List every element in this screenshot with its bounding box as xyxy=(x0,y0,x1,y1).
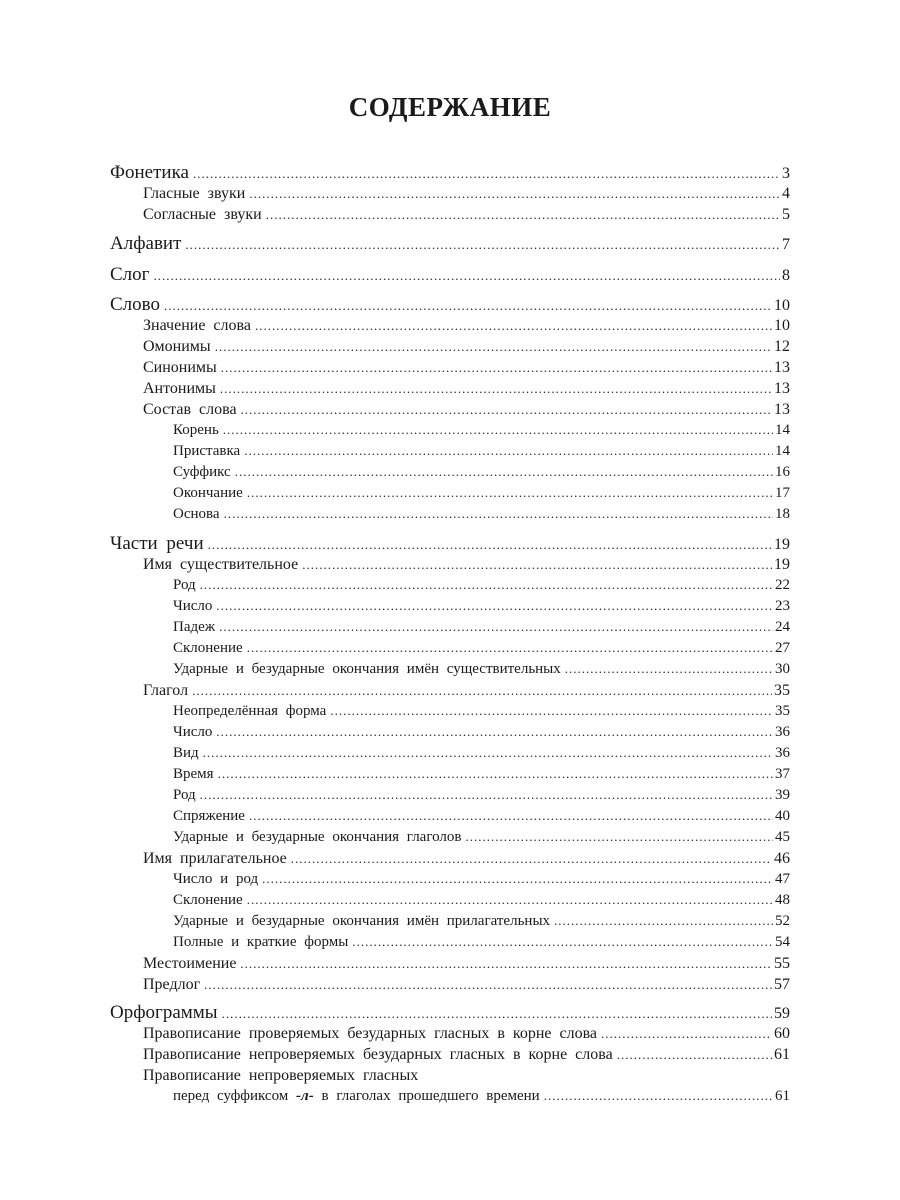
toc-page-number: 36 xyxy=(775,745,790,761)
toc-entry-label: Ударные и безударные окончания имён прилагательных xyxy=(173,913,551,929)
toc-entry xyxy=(173,703,790,725)
label-part: в глаголах прошедшего времени xyxy=(321,1088,540,1104)
toc-page-number: 7 xyxy=(782,236,790,253)
dot-leader xyxy=(200,577,773,593)
toc-entry-label: Слог xyxy=(110,264,150,285)
dot-leader xyxy=(244,443,773,459)
toc-page-number: 39 xyxy=(775,787,790,803)
toc-page-number: 40 xyxy=(775,808,790,824)
toc-page-number: 14 xyxy=(775,422,790,438)
dot-leader xyxy=(224,506,773,522)
toc-entry-label: Полные и краткие формы xyxy=(173,934,349,950)
toc-page-number: 10 xyxy=(774,317,790,334)
toc-entry-label: Склонение xyxy=(173,892,243,908)
toc-entry xyxy=(143,317,790,339)
dot-leader xyxy=(247,640,773,656)
toc-entry-label: Ударные и безударные окончания глаголов xyxy=(173,829,462,845)
toc-entry xyxy=(173,766,790,788)
toc-entry xyxy=(143,1025,790,1047)
dot-leader xyxy=(249,808,773,824)
toc-entry xyxy=(173,619,790,641)
dot-leader xyxy=(219,619,773,635)
label-part: перед суффиксом xyxy=(173,1088,289,1104)
dot-leader xyxy=(220,381,772,397)
dot-leader xyxy=(291,851,772,867)
toc-page-number: 16 xyxy=(775,464,790,480)
toc-page-number: 35 xyxy=(775,703,790,719)
toc-entry xyxy=(110,1002,790,1024)
dot-leader xyxy=(200,787,773,803)
toc-entry xyxy=(143,556,790,578)
toc-entry xyxy=(143,401,790,423)
toc-entry xyxy=(143,206,790,228)
toc-entry xyxy=(173,1088,790,1110)
toc-entry xyxy=(173,485,790,507)
toc-page-number: 13 xyxy=(774,401,790,418)
toc-page-number: 22 xyxy=(775,577,790,593)
dot-leader xyxy=(185,237,780,253)
toc-page-number: 27 xyxy=(775,640,790,656)
toc-page-number: 54 xyxy=(775,934,790,950)
toc-page-number: 5 xyxy=(782,206,790,223)
dot-leader xyxy=(617,1047,772,1063)
toc-page-number: 48 xyxy=(775,892,790,908)
dot-leader xyxy=(221,360,772,376)
dot-leader xyxy=(203,745,773,761)
toc-page-number: 47 xyxy=(775,871,790,887)
toc-entry-label: Предлог xyxy=(143,976,201,993)
dot-leader xyxy=(601,1026,772,1042)
toc-entry-label: Род xyxy=(173,787,196,803)
toc-page-number: 24 xyxy=(775,619,790,635)
toc-entry xyxy=(143,1046,790,1068)
toc-entry-label: Омонимы xyxy=(143,338,211,355)
dot-leader xyxy=(249,186,780,202)
toc-entry xyxy=(143,955,790,977)
toc-entry xyxy=(173,506,790,528)
dot-leader xyxy=(215,339,772,355)
dot-leader xyxy=(247,892,773,908)
toc-entry xyxy=(173,745,790,767)
toc-page-number: 13 xyxy=(774,380,790,397)
dot-leader xyxy=(240,956,772,972)
toc-entry-label: Значение слова xyxy=(143,317,251,334)
toc-page-number: 23 xyxy=(775,598,790,614)
dot-leader xyxy=(216,598,773,614)
toc-entry-label: Род xyxy=(173,577,196,593)
dot-leader xyxy=(565,661,773,677)
toc-entry xyxy=(173,724,790,746)
toc-page-number: 35 xyxy=(774,682,790,699)
toc-entry xyxy=(173,598,790,620)
toc-page-number: 37 xyxy=(775,766,790,782)
toc-entry xyxy=(143,338,790,360)
toc-entry xyxy=(173,871,790,893)
dot-leader xyxy=(216,724,773,740)
dot-leader xyxy=(192,683,772,699)
toc-entry-label: Окончание xyxy=(173,485,243,501)
toc-entry xyxy=(173,934,790,956)
toc-page-number: 19 xyxy=(774,556,790,573)
dot-leader xyxy=(223,422,773,438)
toc-entry-label: Гласные звуки xyxy=(143,185,246,202)
dot-leader xyxy=(302,557,772,573)
toc-entry-label: Местоимение xyxy=(143,955,237,972)
dot-leader xyxy=(247,485,773,501)
toc-entry xyxy=(173,892,790,914)
toc-entry-label: Число xyxy=(173,724,213,740)
toc-entry xyxy=(110,162,790,184)
toc-entry-label: Имя существительное xyxy=(143,556,299,573)
toc-page-number: 59 xyxy=(774,1005,790,1022)
toc-entry xyxy=(173,577,790,599)
toc-page-number: 17 xyxy=(775,485,790,501)
dot-leader xyxy=(352,934,773,950)
dot-leader xyxy=(465,829,773,845)
toc-entry-label: Слово xyxy=(110,294,160,315)
toc-entry-label: Антонимы xyxy=(143,380,216,397)
toc-entry-label: Состав слова xyxy=(143,401,237,418)
dot-leader xyxy=(266,207,780,223)
toc-entry xyxy=(173,829,790,851)
toc-entry-label: Имя прилагательное xyxy=(143,850,287,867)
dot-leader xyxy=(153,268,780,284)
dot-leader xyxy=(218,766,773,782)
toc-entry xyxy=(110,264,790,286)
toc-page-number: 45 xyxy=(775,829,790,845)
dot-leader xyxy=(330,703,773,719)
toc-page-number: 30 xyxy=(775,661,790,677)
toc-entry xyxy=(143,682,790,704)
toc-entry-label: Основа xyxy=(173,506,220,522)
dot-leader xyxy=(193,166,780,182)
toc-entry-label xyxy=(173,1088,540,1105)
toc-page-number: 14 xyxy=(775,443,790,459)
toc-entry xyxy=(143,185,790,207)
toc-page-number: 57 xyxy=(774,976,790,993)
toc-page-number: 52 xyxy=(775,913,790,929)
toc-page-number: 61 xyxy=(775,1088,790,1104)
dot-leader xyxy=(208,537,772,553)
toc-entry xyxy=(143,359,790,381)
toc-page-number: 8 xyxy=(782,267,790,284)
toc-entry xyxy=(173,640,790,662)
page-title: СОДЕРЖАНИЕ xyxy=(348,92,552,122)
toc-page-number: 4 xyxy=(782,185,790,202)
toc-entry xyxy=(173,913,790,935)
toc-entry-label: Алфавит xyxy=(110,233,182,254)
toc-page-number: 55 xyxy=(774,955,790,972)
toc-page-number: 19 xyxy=(774,536,790,553)
toc-entry xyxy=(173,464,790,486)
dot-leader xyxy=(241,402,772,418)
toc-entry xyxy=(110,294,790,316)
toc-entry-label: Синонимы xyxy=(143,359,217,376)
toc-entry-label: Суффикс xyxy=(173,464,231,480)
toc-entry-label: Корень xyxy=(173,422,219,438)
toc-entry-label: Глагол xyxy=(143,682,189,699)
toc-page-number: 12 xyxy=(774,338,790,355)
toc-entry-label: Вид xyxy=(173,745,199,761)
toc-entry-label: Время xyxy=(173,766,214,782)
toc-entry-label: Согласные звуки xyxy=(143,206,262,223)
toc-page-number: 46 xyxy=(774,850,790,867)
toc-entry-label: Спряжение xyxy=(173,808,245,824)
toc-entry xyxy=(143,380,790,402)
toc-page-number: 36 xyxy=(775,724,790,740)
dot-leader xyxy=(554,913,773,929)
dot-leader xyxy=(544,1088,773,1104)
toc-entry-label: Падеж xyxy=(173,619,216,635)
toc-entry xyxy=(173,661,790,683)
dot-leader xyxy=(222,1006,772,1022)
toc-entry xyxy=(110,233,790,255)
toc-entry-label: Фонетика xyxy=(110,162,189,183)
toc-entry-label: Правописание непроверяемых безударных гласных в корне слова xyxy=(143,1046,613,1063)
toc-entry-label: Неопределённая форма xyxy=(173,703,327,719)
dot-leader xyxy=(235,464,773,480)
toc-page-number: 13 xyxy=(774,359,790,376)
toc-entry-label: Правописание проверяемых безударных гласных в корне слова xyxy=(143,1025,598,1042)
toc-entry-label: Приставка xyxy=(173,443,241,459)
toc-page-number: 61 xyxy=(774,1046,790,1063)
toc-entry-label: Ударные и безударные окончания имён существительных xyxy=(173,661,561,677)
toc-entry xyxy=(110,533,790,555)
toc-entry xyxy=(143,850,790,872)
toc-page-number: 3 xyxy=(782,165,790,182)
dot-leader xyxy=(204,977,772,993)
toc-entry xyxy=(173,422,790,444)
toc-page-number: 10 xyxy=(774,297,790,314)
toc-entry xyxy=(143,976,790,998)
toc-entry-label: Орфограммы xyxy=(110,1002,218,1023)
suffix-emphasis: -л- xyxy=(296,1088,314,1104)
toc-entry-label: Число и род xyxy=(173,871,259,887)
toc-entry-label: Число xyxy=(173,598,213,614)
dot-leader xyxy=(164,298,772,314)
toc-entry-label: Склонение xyxy=(173,640,243,656)
dot-leader xyxy=(262,871,773,887)
toc-page-number: 60 xyxy=(774,1025,790,1042)
toc-entry xyxy=(173,787,790,809)
dot-leader xyxy=(255,318,772,334)
toc-entry-label: Части речи xyxy=(110,533,204,554)
toc-page-number: 18 xyxy=(775,506,790,522)
toc-entry xyxy=(173,808,790,830)
toc-entry xyxy=(173,443,790,465)
toc-entry-first-line: Правописание непроверяемых гласных xyxy=(143,1067,419,1084)
